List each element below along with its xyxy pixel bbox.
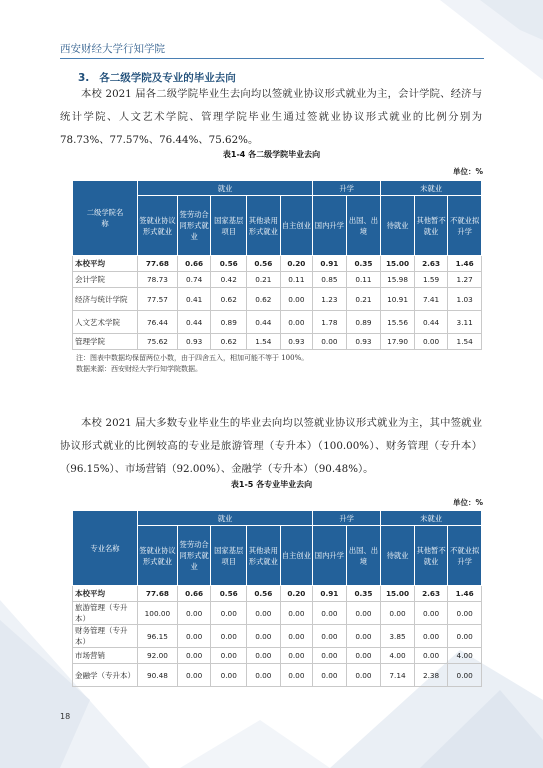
table1-col-header: 其他暂不就业: [414, 196, 448, 256]
table-cell: 0.00: [346, 648, 381, 664]
table-cell: 15.98: [381, 272, 415, 288]
table-cell: 0.20: [280, 586, 313, 602]
table-cell: 3.11: [448, 311, 482, 334]
table-row: [73, 602, 482, 625]
table-cell: 0.00: [381, 602, 415, 625]
table-cell: 0.00: [247, 625, 281, 648]
table1: [72, 180, 482, 350]
table2-group-employed: 就业: [138, 511, 313, 526]
table2-col-header: 自主创业: [280, 526, 313, 586]
header-divider: [60, 58, 484, 59]
table1-col-header: 签劳动合同形式就业: [177, 196, 211, 256]
table-cell: 0.44: [414, 311, 448, 334]
table-cell: 0.00: [211, 602, 247, 625]
table-cell: 0.91: [313, 256, 347, 272]
table-cell: 77.57: [138, 288, 178, 311]
table-cell: 0.00: [448, 664, 482, 687]
table2-group-unemployed: 未就业: [381, 511, 482, 526]
table2-col-header: 签就业协议形式就业: [138, 526, 178, 586]
table2-col-header: 不就业拟升学: [448, 526, 482, 586]
row-name: 会计学院: [73, 272, 138, 288]
table-cell: 0.00: [346, 625, 381, 648]
row-name: 市场营销: [73, 648, 138, 664]
table-cell: 92.00: [138, 648, 178, 664]
table2-group-further-study: 升学: [313, 511, 381, 526]
paragraph-1: 本校 2021 届各二级学院毕业生去向均以签就业协议形式就业为主，会计学院、经济与统计学院、人文艺术学院、管理学院毕业生通过签就业协议形式就业的比例分别为 78.73%、77.57%、76.44%、75.62%。: [60, 88, 482, 146]
table1-col-header: 签就业协议形式就业: [138, 196, 178, 256]
table2-row-header: 专业名称: [73, 511, 138, 586]
table-cell: 0.11: [346, 272, 381, 288]
table1-source: 数据来源：西安财经大学行知学院数据。: [76, 365, 202, 373]
table-cell: 0.00: [280, 664, 313, 687]
table2-body: [73, 586, 482, 687]
table-cell: 0.00: [414, 334, 448, 350]
table-cell: 0.74: [177, 272, 211, 288]
section-title: 各二级学院及专业的毕业去向: [99, 72, 236, 84]
table-cell: 7.41: [414, 288, 448, 311]
page-number: 18: [60, 712, 71, 721]
table1-col-header: 不就业拟升学: [448, 196, 482, 256]
table-cell: 0.93: [346, 334, 381, 350]
table-cell: 0.89: [211, 311, 247, 334]
table2-col-header: 出国、出境: [346, 526, 381, 586]
table2-col-header: 其他录用形式就业: [247, 526, 281, 586]
table2-col-header: 国内升学: [313, 526, 347, 586]
table2-col-header: 国家基层项目: [211, 526, 247, 586]
table-cell: 1.54: [247, 334, 281, 350]
table1-col-header: 出国、出境: [346, 196, 381, 256]
table-cell: 1.23: [313, 288, 347, 311]
table-cell: 0.00: [448, 602, 482, 625]
table1-group-employed: 就业: [138, 181, 313, 196]
table-row: [73, 334, 482, 350]
table-cell: 0.62: [247, 288, 281, 311]
table-cell: 0.11: [280, 272, 313, 288]
table-cell: 0.56: [211, 586, 247, 602]
table-cell: 100.00: [138, 602, 178, 625]
table-cell: 0.35: [346, 256, 381, 272]
table-cell: 0.00: [280, 311, 313, 334]
row-name: 旅游管理（专升本）: [73, 602, 138, 625]
table-cell: 0.21: [247, 272, 281, 288]
row-name: 金融学（专升本）: [73, 664, 138, 687]
table-cell: 0.93: [177, 334, 211, 350]
row-name: 本校平均: [73, 586, 138, 602]
table-cell: 0.00: [211, 664, 247, 687]
table1-caption: 表1-4 各二级学院毕业去向: [222, 150, 321, 159]
table1-col-header: 待就业: [381, 196, 415, 256]
table-cell: 0.00: [414, 602, 448, 625]
table-cell: 0.00: [414, 648, 448, 664]
table-cell: 4.00: [448, 648, 482, 664]
table-cell: 0.00: [177, 648, 211, 664]
table2-col-header: 签劳动合同形式就业: [177, 526, 211, 586]
table-cell: 1.78: [313, 311, 347, 334]
table-cell: 10.91: [381, 288, 415, 311]
section-number: 3.: [78, 72, 90, 84]
table-cell: 1.46: [448, 586, 482, 602]
table-cell: 2.63: [414, 256, 448, 272]
table-cell: 0.00: [313, 334, 347, 350]
table-cell: 0.00: [280, 602, 313, 625]
table-cell: 0.21: [346, 288, 381, 311]
table1-col-header: 自主创业: [280, 196, 313, 256]
table-cell: 96.15: [138, 625, 178, 648]
table-cell: 2.38: [414, 664, 448, 687]
table-cell: 0.66: [177, 256, 211, 272]
table-row: [73, 256, 482, 272]
table-row: [73, 625, 482, 648]
table-cell: 0.85: [313, 272, 347, 288]
table-cell: 0.56: [247, 586, 281, 602]
table2-unit: 单位：%: [452, 498, 483, 507]
row-name: 经济与统计学院: [73, 288, 138, 311]
table-cell: 2.63: [414, 586, 448, 602]
table-cell: 1.46: [448, 256, 482, 272]
table-cell: 78.73: [138, 272, 178, 288]
table1-row-header: 二级学院名称: [73, 181, 138, 256]
table-row: [73, 586, 482, 602]
table2-caption: 表1-5 各专业毕业去向: [230, 480, 313, 489]
table2-col-header: 其他暂不就业: [414, 526, 448, 586]
row-name: 本校平均: [73, 256, 138, 272]
row-name: 财务管理（专升本）: [73, 625, 138, 648]
table-cell: 0.00: [313, 664, 347, 687]
table1-body: [73, 256, 482, 350]
table-cell: 0.44: [177, 311, 211, 334]
table-cell: 0.41: [177, 288, 211, 311]
table1-unit: 单位：%: [452, 167, 483, 176]
table-cell: 0.89: [346, 311, 381, 334]
table-cell: 0.00: [177, 625, 211, 648]
table-cell: 15.00: [381, 586, 415, 602]
table-cell: 1.27: [448, 272, 482, 288]
table-cell: 15.00: [381, 256, 415, 272]
table1-group-unemployed: 未就业: [381, 181, 482, 196]
table-cell: 15.56: [381, 311, 415, 334]
table-cell: 0.00: [448, 625, 482, 648]
table-cell: 75.62: [138, 334, 178, 350]
table-cell: 17.90: [381, 334, 415, 350]
table-row: [73, 664, 482, 687]
table-cell: 4.00: [381, 648, 415, 664]
table-cell: 0.00: [211, 648, 247, 664]
table-cell: 0.00: [247, 664, 281, 687]
table-cell: 0.00: [280, 288, 313, 311]
table-cell: 0.62: [211, 288, 247, 311]
table-cell: 77.68: [138, 586, 178, 602]
table-cell: 0.93: [280, 334, 313, 350]
table-cell: 0.00: [177, 602, 211, 625]
table-cell: 0.20: [280, 256, 313, 272]
table-row: [73, 272, 482, 288]
table-cell: 77.68: [138, 256, 178, 272]
table-cell: 0.62: [211, 334, 247, 350]
table-row: [73, 288, 482, 311]
row-name: 管理学院: [73, 334, 138, 350]
table-cell: 0.91: [313, 586, 347, 602]
table-cell: 0.00: [346, 664, 381, 687]
table-cell: 0.66: [177, 586, 211, 602]
table-cell: 0.00: [247, 602, 281, 625]
table-cell: 7.14: [381, 664, 415, 687]
table-cell: 0.56: [211, 256, 247, 272]
table-cell: 0.42: [211, 272, 247, 288]
table-cell: 90.48: [138, 664, 178, 687]
table-cell: 0.00: [247, 648, 281, 664]
table-cell: 76.44: [138, 311, 178, 334]
table-row: [73, 311, 482, 334]
table-cell: 0.00: [414, 625, 448, 648]
table-cell: 0.00: [211, 625, 247, 648]
page-header: 西安财经大学行知学院: [60, 43, 165, 55]
table-cell: 1.03: [448, 288, 482, 311]
table-cell: 0.56: [247, 256, 281, 272]
table1-group-further-study: 升学: [313, 181, 381, 196]
table2: [72, 510, 482, 687]
table-cell: 0.00: [313, 602, 347, 625]
table-cell: 0.35: [346, 586, 381, 602]
table1-col-header: 国家基层项目: [211, 196, 247, 256]
row-name: 人文艺术学院: [73, 311, 138, 334]
table-cell: 0.00: [313, 648, 347, 664]
table1-col-header: 其他录用形式就业: [247, 196, 281, 256]
table-cell: 0.00: [177, 664, 211, 687]
table1-col-header: 国内升学: [313, 196, 347, 256]
table-cell: 1.54: [448, 334, 482, 350]
table-cell: 0.00: [280, 625, 313, 648]
table-cell: 1.59: [414, 272, 448, 288]
table-cell: 0.00: [313, 625, 347, 648]
table-cell: 3.85: [381, 625, 415, 648]
table-cell: 0.00: [280, 648, 313, 664]
table-cell: 0.44: [247, 311, 281, 334]
table-row: [73, 648, 482, 664]
table-cell: 0.00: [346, 602, 381, 625]
table2-col-header: 待就业: [381, 526, 415, 586]
table1-note: 注：图表中数据均保留两位小数，由于四舍五入，相加可能不等于 100%。: [76, 354, 309, 362]
paragraph-2: 本校 2021 届大多数专业毕业生的毕业去向均以签就业协议形式就业为主，其中签就业协议形式就业的比例较高的专业是旅游管理（专升本）（100.00%）、财务管理（专升本）（96.15%）、市场营销（92.00%）、金融学（专升本）（90.48%）。: [60, 417, 482, 475]
